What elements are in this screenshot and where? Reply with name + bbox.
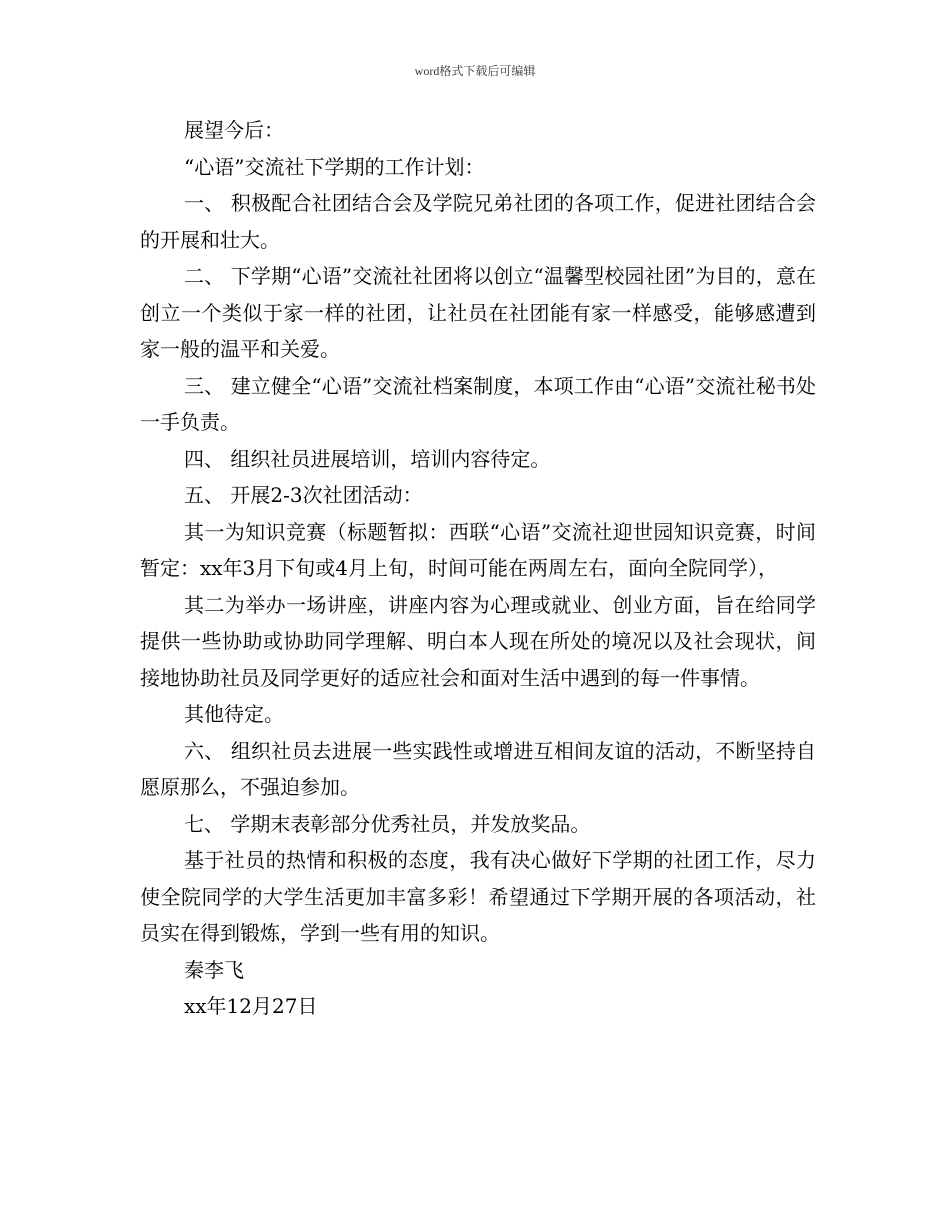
paragraph-item-4: 四、 组织社员进展培训，培训内容待定。 — [184, 446, 551, 471]
paragraph-conclusion: 基于社员的热情和积极的态度，我有决心做好下学期的社团工作，尽力使全院同学的大学生活更加丰富多彩！希望通过下学期开展的各项活动，社员实在得到锻炼，学到一些有用的知识。 — [140, 848, 816, 945]
document-body — [140, 112, 816, 1025]
paragraph-item-6: 六、 组织社员去进展一些实践性或增进互相间友谊的活动，不断坚持自愿原那么，不强迫参加。 — [140, 738, 816, 799]
paragraph-item-5: 五、 开展2-3次社团活动： — [184, 483, 423, 507]
paragraph-item-1: 一、 积极配合社团结合会及学院兄弟社团的各项工作，促进社团结合会的开展和壮大。 — [140, 191, 816, 252]
paragraph-plan-title: “心语”交流社下学期的工作计划： — [184, 154, 485, 179]
paragraph-outlook: 展望今后： — [184, 118, 284, 142]
page-header: word格式下载后可编辑 — [414, 64, 536, 78]
paragraph-activity-1: 其一为知识竞赛（标题暂拟：西联“心语”交流社迎世园知识竞赛，时间暂定：xx年3月下旬或4月上旬，时间可能在两周左右，面向全院同学）， — [140, 519, 816, 580]
paragraph-other: 其他待定。 — [184, 702, 284, 726]
paragraph-item-2: 二、 下学期“心语”交流社社团将以创立“温馨型校园社团”为目的，意在创立一个类似于家一样的社团，让社员在社团能有家一样感受，能够感遭到家一般的温平和关爱。 — [140, 264, 816, 361]
paragraph-activity-2: 其二为举办一场讲座，讲座内容为心理或就业、创业方面，旨在给同学提供一些协助或协助同学理解、明白本人现在所处的境况以及社会现状，间接地协助社员及同学更好的适应社会和面对生活中遇到的每一件事情。 — [140, 592, 816, 690]
document-date: xx年12月27日 — [184, 994, 318, 1018]
paragraph-item-3: 三、 建立健全“心语”交流社档案制度，本项工作由“心语”交流社秘书处一手负责。 — [140, 373, 816, 434]
paragraph-item-7: 七、 学期末表彰部分优秀社员，并发放奖品。 — [184, 811, 591, 836]
author-name: 秦李飞 — [184, 957, 244, 982]
